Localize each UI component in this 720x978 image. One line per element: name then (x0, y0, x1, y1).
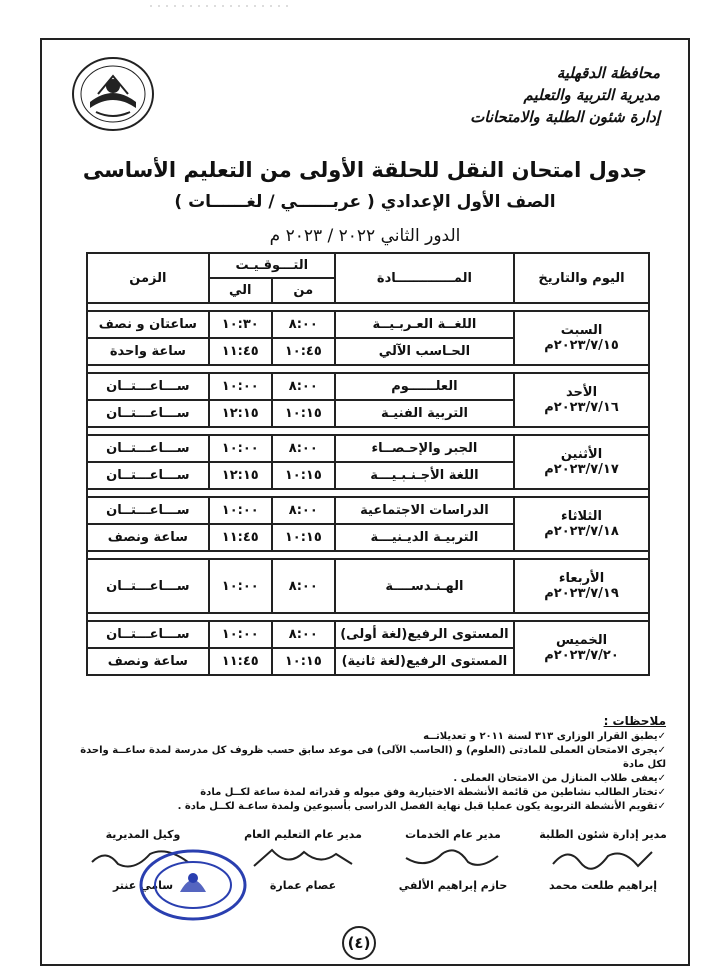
signature-scribble-icon (398, 844, 508, 872)
day-name: الأحد (566, 385, 598, 400)
schedule-title: جدول امتحان النقل للحلقة الأولى من التعليم الأساسى (82, 158, 648, 182)
to-cell: ١١:٤٥ (209, 648, 272, 675)
signature-name: سامي عنتر (112, 879, 174, 892)
session-title: الدور الثاني ٢٠٢٢ / ٢٠٢٣ م (269, 226, 461, 246)
from-cell: ٨:٠٠ (272, 621, 335, 648)
duration-cell: ســـاعـــتــان (87, 435, 209, 462)
day-cell (514, 311, 649, 365)
to-cell: ١١:٤٥ (209, 338, 272, 365)
signature-role: مدير إدارة شئون الطلبة (539, 828, 667, 841)
subject-cell: المستوى الرفيع(لغة ثانية) (335, 648, 514, 675)
table-spacer (87, 613, 649, 621)
subject-cell: الدراسات الاجتماعية (335, 497, 514, 524)
to-cell: ١٠:٠٠ (209, 621, 272, 648)
header-to: الي (209, 278, 272, 303)
subject-cell: اللغة الأجـنـبـيـــة (335, 462, 514, 489)
to-cell: ١٠:٠٠ (209, 559, 272, 613)
department-logo-icon (70, 54, 156, 134)
day-cell (514, 621, 649, 675)
table-spacer (87, 427, 649, 435)
duration-cell: ساعتان و نصف (87, 311, 209, 338)
day-date: ٢٠٢٣/٧/١٧م (544, 462, 619, 477)
header-duration: الزمن (87, 253, 209, 303)
from-cell: ٨:٠٠ (272, 559, 335, 613)
subject-cell: الهـنـدســــة (335, 559, 514, 613)
table-row (87, 311, 649, 338)
organization-header (460, 62, 660, 128)
table-row (87, 435, 649, 462)
day-name: السبت (560, 323, 603, 338)
table-row (87, 559, 649, 613)
from-cell: ٨:٠٠ (272, 311, 335, 338)
exam-schedule-table (86, 252, 650, 676)
header-subject: المـــــــــــــادة (335, 253, 514, 303)
table-row (87, 373, 649, 400)
day-date: ٢٠٢٣/٧/١٦م (544, 400, 619, 415)
day-cell (514, 435, 649, 489)
day-name: الخميس (555, 633, 608, 648)
signature-services (388, 828, 518, 892)
from-cell: ١٠:١٥ (272, 400, 335, 427)
duration-cell: ســـاعـــتــان (87, 621, 209, 648)
to-cell: ١٠:٠٠ (209, 435, 272, 462)
from-cell: ١٠:٤٥ (272, 338, 335, 365)
to-cell: ١٠:٠٠ (209, 497, 272, 524)
day-date: ٢٠٢٣/٧/١٩م (544, 586, 619, 601)
signature-students-affairs (538, 828, 668, 892)
subject-cell: المستوى الرفيع(لغة أولى) (335, 621, 514, 648)
table-row (87, 497, 649, 524)
subject-cell: التربيـة الديـنيـــة (335, 524, 514, 551)
subject-cell: التربية الفنيـة (335, 400, 514, 427)
signature-general-education (238, 828, 368, 892)
top-scan-artifact (0, 0, 720, 22)
day-cell (514, 559, 649, 613)
duration-cell: ســـاعـــتــان (87, 559, 209, 613)
signature-role: مدير عام الخدمات (405, 828, 501, 841)
subject-cell: الحـاسب الآلي (335, 338, 514, 365)
duration-cell: ساعة ونصف (87, 524, 209, 551)
from-cell: ٨:٠٠ (272, 373, 335, 400)
note-item: ✓ يطبق القرار الوزارى ٣١٣ لسنة ٢٠١١ و تعديلاتــه (64, 730, 666, 744)
day-cell (514, 497, 649, 551)
table-spacer (87, 551, 649, 559)
table-header-row (87, 253, 649, 278)
signature-scribble-icon (548, 844, 658, 872)
note-item: ✓ يجرى الامتحان العملى للمادتى (العلوم) و (الحاسب الآلى) فى موعد سابق حسب ظروف كل مدرسة لمدة ساعــة واحدة لكل مادة (64, 744, 666, 772)
signature-scribble-icon (248, 844, 358, 872)
header-directorate: مديرية التربية والتعليم (523, 86, 660, 104)
header-from: من (272, 278, 335, 303)
table-row (87, 621, 649, 648)
from-cell: ١٠:١٥ (272, 648, 335, 675)
day-name: الثلاثاء (561, 509, 602, 524)
grade-title: الصف الأول الإعدادي ( عربــــــي / لغــــــات ) (174, 192, 556, 212)
header-governorate: محافظة الدقهلية (556, 64, 660, 82)
to-cell: ١٠:٣٠ (209, 311, 272, 338)
duration-cell: ســـاعـــتــان (87, 462, 209, 489)
duration-cell: ســـاعـــتــان (87, 400, 209, 427)
duration-cell: ســـاعـــتــان (87, 497, 209, 524)
official-stamp-icon (138, 848, 248, 922)
from-cell: ٨:٠٠ (272, 497, 335, 524)
signature-name: عصام عمارة (269, 879, 337, 892)
note-item: ✓ تختار الطالب نشاطين من قائمة الأنشطة الاختيارية وفق ميوله و قدراته لمدة ساعة لكــل مادة (64, 786, 666, 800)
from-cell: ١٠:١٥ (272, 524, 335, 551)
signature-name: إبراهيم طلعت محمد (548, 879, 658, 892)
day-date: ٢٠٢٣/٧/١٥م (544, 338, 619, 353)
duration-cell: ساعة واحدة (87, 338, 209, 365)
subject-cell: اللغــة العـربـيــة (335, 311, 514, 338)
notes-section (64, 714, 666, 814)
table-spacer (87, 303, 649, 311)
note-item: ✓ يعفى طلاب المنازل من الامتحان العملى . (64, 772, 666, 786)
to-cell: ١٢:١٥ (209, 462, 272, 489)
header-day-date: اليوم والتاريخ (514, 253, 649, 303)
table-spacer (87, 365, 649, 373)
to-cell: ١١:٤٥ (209, 524, 272, 551)
signature-role: وكيل المديرية (105, 828, 181, 841)
notes-title: ملاحظات : (603, 714, 666, 728)
document-page (40, 38, 690, 966)
subject-cell: الجبر والإحـصــاء (335, 435, 514, 462)
duration-cell: ساعة ونصف (87, 648, 209, 675)
page-number: (٤) (342, 926, 376, 960)
to-cell: ١٠:٠٠ (209, 373, 272, 400)
day-cell (514, 373, 649, 427)
note-item: ✓ تقويم الأنشطة التربوية يكون عمليا قبل نهاية الفصل الدراسى بأسبوعين ولمدة ساعـة لكــل مادة . (64, 800, 666, 814)
subject-cell: العلــــــوم (335, 373, 514, 400)
day-date: ٢٠٢٣/٧/١٨م (544, 524, 619, 539)
header-department: إدارة شئون الطلبة والامتحانات (470, 108, 660, 126)
day-date: ٢٠٢٣/٧/٢٠م (544, 648, 619, 663)
header-timing: التـــوقـيـت (209, 253, 335, 278)
table-spacer (87, 489, 649, 497)
day-name: الأثنين (560, 447, 603, 462)
from-cell: ١٠:١٥ (272, 462, 335, 489)
duration-cell: ســـاعـــتــان (87, 373, 209, 400)
day-name: الأربعاء (558, 571, 605, 586)
from-cell: ٨:٠٠ (272, 435, 335, 462)
to-cell: ١٢:١٥ (209, 400, 272, 427)
signature-role: مدير عام التعليم العام (244, 828, 362, 841)
signature-name: حازم إبراهيم الألفي (398, 879, 508, 892)
